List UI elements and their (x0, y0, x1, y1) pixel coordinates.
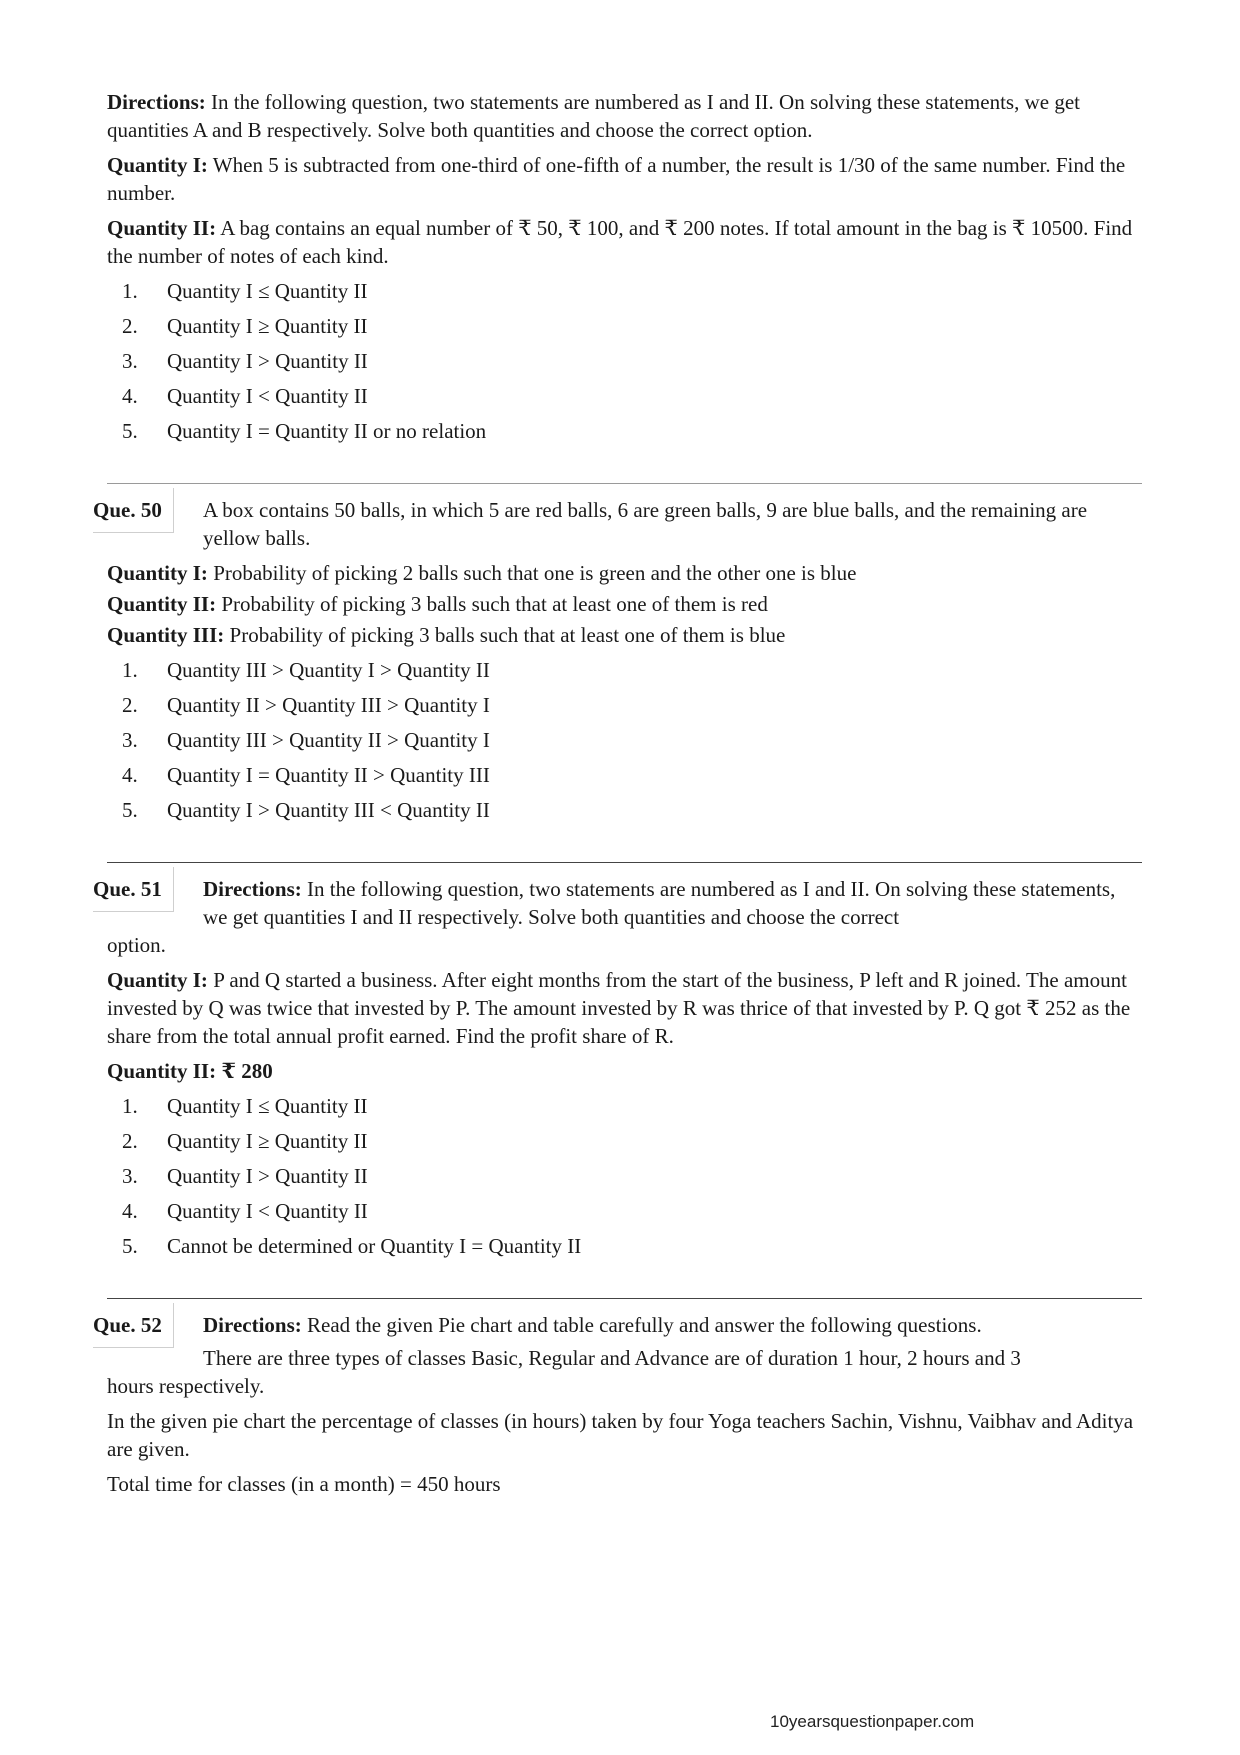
paragraph-pie-chart: In the given pie chart the percentage of classes (in hours) taken by four Yoga teachers Sachin, Vishnu, Vaibhav and Aditya are given. (107, 1409, 1134, 1461)
paragraph-total-time: Total time for classes (in a month) = 450 hours (107, 1472, 501, 1496)
option-item: 4. Quantity I = Quantity II > Quantity III (122, 763, 490, 787)
question-51-header (93, 875, 1142, 931)
option-item: 2. Quantity I ≥ Quantity II (122, 314, 368, 338)
quantity-1-label: Quantity I: (107, 153, 208, 177)
option-item: 4. Quantity I < Quantity II (122, 384, 368, 408)
option-item: 5. Quantity I = Quantity II or no relation (122, 419, 487, 443)
section-divider (107, 862, 1142, 863)
question-text: Directions: Read the given Pie chart and table carefully and answer the following questions. (203, 1313, 982, 1337)
section-divider (107, 483, 1142, 484)
option-item: 3. Quantity I > Quantity II (122, 349, 368, 373)
option-item: 5. Cannot be determined or Quantity I = Quantity II (122, 1234, 582, 1258)
quantity-1-paragraph: Quantity I: P and Q started a business. After eight months from the start of the business, P left and R joined. The amount invested by Q was twice that invested by P. The amount invested by R was thrice of that invested by P. Q got ₹ 252 as the share from the total annual profit earned. Find the profit share of R. (107, 968, 1131, 1048)
quantity-2-paragraph: Quantity II: Probability of picking 3 balls such that at least one of them is red (107, 592, 768, 616)
option-item: 2. Quantity II > Quantity III > Quantity I (122, 693, 490, 717)
directions-text: In the following question, two statements are numbered as I and II. On solving these statements, we get quantities A and B respectively. Solve both quantities and choose the correct option. (107, 90, 1080, 142)
option-item: 5. Quantity I > Quantity III < Quantity II (122, 798, 490, 822)
options-list (107, 653, 1142, 828)
question-52-header (93, 1311, 1142, 1339)
quantity-2-text: A bag contains an equal number of ₹ 50, ₹ 100, and ₹ 200 notes. If total amount in the bag is ₹ 10500. Find the number of notes of each kind. (107, 216, 1133, 268)
question-text: Directions: In the following question, two statements are numbered as I and II. On solving these statements, we get quantities I and II respectively. Solve both quantities and choose the correct (203, 877, 1116, 929)
option-item: 3. Quantity III > Quantity II > Quantity I (122, 728, 490, 752)
paragraph-class-types-tail: hours respectively. (107, 1374, 265, 1398)
quantity-1-text: When 5 is subtracted from one-third of one-fifth of a number, the result is 1/30 of the same number. Find the number. (107, 153, 1126, 205)
quantity-3-paragraph: Quantity III: Probability of picking 3 balls such that at least one of them is blue (107, 623, 786, 647)
question-number: Que. 51 (93, 867, 174, 912)
options-list (107, 1089, 1142, 1264)
options-list (107, 274, 1142, 449)
option-item: 1. Quantity I ≤ Quantity II (122, 1094, 368, 1118)
section-divider (107, 1298, 1142, 1299)
directions-paragraph (107, 88, 1142, 144)
document-page (93, 88, 1142, 1498)
option-item: 1. Quantity III > Quantity I > Quantity II (122, 658, 490, 682)
directions-tail: option. (107, 933, 166, 957)
question-text: A box contains 50 balls, in which 5 are red balls, 6 are green balls, 9 are blue balls, and the remaining are yellow balls. (203, 498, 1088, 550)
option-item: 2. Quantity I ≥ Quantity II (122, 1129, 368, 1153)
question-number: Que. 50 (93, 488, 174, 533)
quantity-1-paragraph (107, 151, 1142, 207)
quantity-2-paragraph (107, 214, 1142, 270)
option-item: 1. Quantity I ≤ Quantity II (122, 279, 368, 303)
quantity-2-paragraph: Quantity II: ₹ 280 (107, 1059, 273, 1083)
option-item: 3. Quantity I > Quantity II (122, 1164, 368, 1188)
directions-label: Directions: (107, 90, 206, 114)
question-50-header (93, 496, 1142, 552)
quantity-2-label: Quantity II: (107, 216, 217, 240)
footer-watermark: 10yearsquestionpaper.com (770, 1712, 975, 1731)
question-number: Que. 52 (93, 1303, 174, 1348)
option-item: 4. Quantity I < Quantity II (122, 1199, 368, 1223)
quantity-1-paragraph: Quantity I: Probability of picking 2 balls such that one is green and the other one is blue (107, 561, 857, 585)
paragraph-class-types: There are three types of classes Basic, Regular and Advance are of duration 1 hour, 2 hours and 3 (203, 1346, 1021, 1370)
